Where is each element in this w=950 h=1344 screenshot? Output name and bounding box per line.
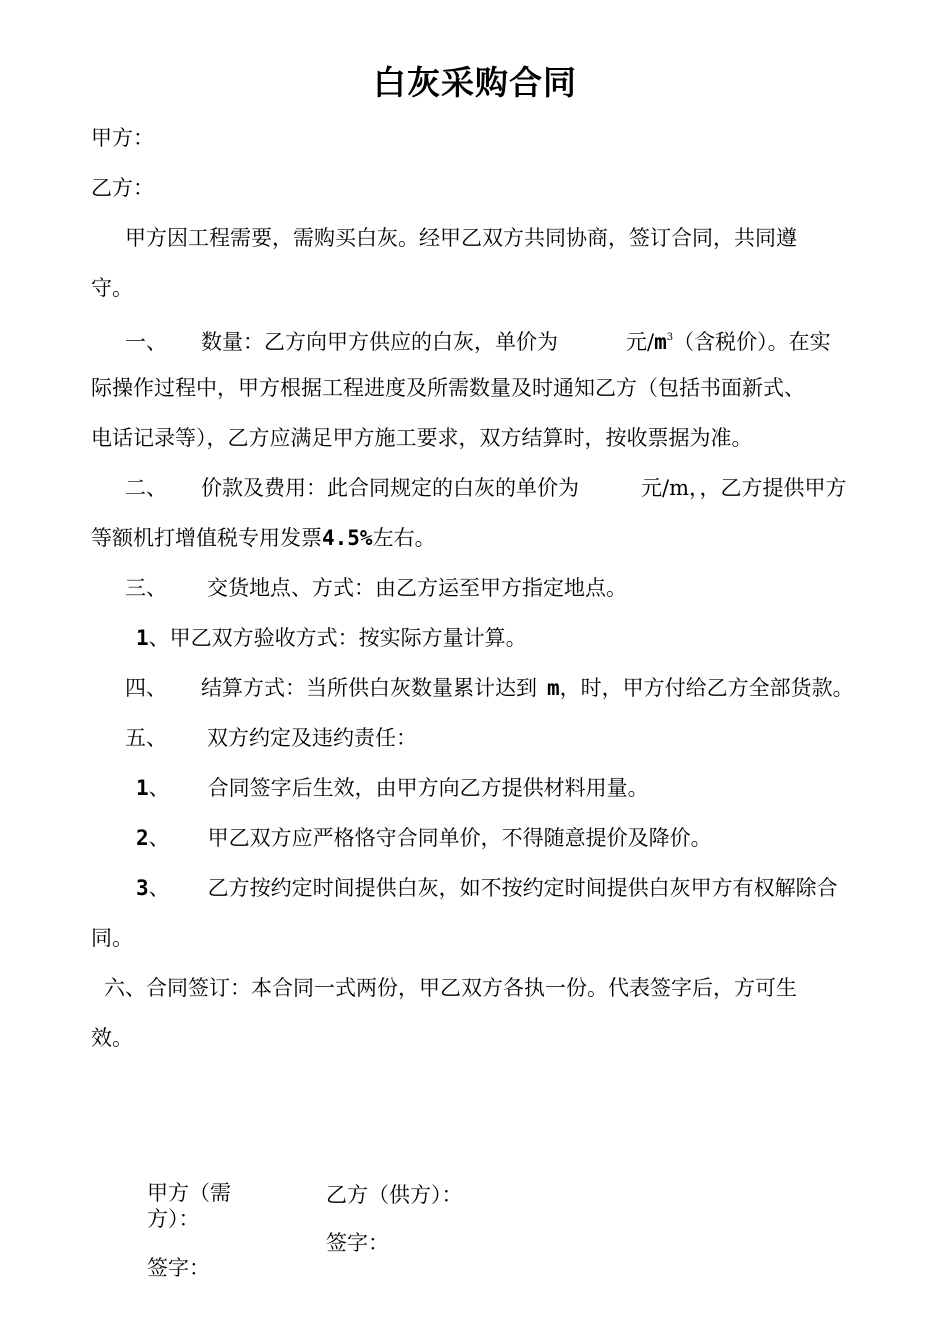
- intro-line-2: 守。: [91, 276, 133, 300]
- signature-party-a-line-2: 方）：: [147, 1207, 200, 1231]
- item-text: 合同签字后生效，由甲方向乙方提供材料用量。: [207, 776, 649, 800]
- section-4-unit-m: m: [547, 676, 560, 700]
- section-2-number: 二、: [125, 476, 167, 500]
- section-5-number: 五、: [125, 726, 167, 750]
- section-1-text-b: （含税价）。在实: [673, 330, 831, 354]
- section-5-item-3-line-2: 同。: [91, 926, 133, 950]
- section-5-line: [125, 723, 417, 753]
- section-1-line-2: 际操作过程中，甲方根据工程进度及所需数量及时通知乙方（包括书面新式、: [91, 376, 805, 400]
- section-6-line-1: 六、合同签订：本合同一式两份，甲乙双方各执一份。代表签字后，方可生: [104, 976, 797, 1000]
- item-separator: 、: [148, 876, 170, 900]
- section-1-line-1: [125, 323, 831, 357]
- section-1-text: 数量：乙方向甲方供应的白灰，单价为: [201, 330, 558, 354]
- section-5-item-3: [136, 873, 838, 903]
- document-title: 白灰采购合同: [373, 63, 577, 102]
- item-text: 甲乙双方应严格恪守合同单价，不得随意提价及降价。: [207, 826, 712, 850]
- item-number: 2: [136, 826, 149, 850]
- item-separator: 、: [148, 776, 170, 800]
- section-2-percent: 4.5%: [322, 526, 373, 550]
- signature-party-b-sign: 签字：: [326, 1231, 389, 1255]
- section-3-text: 交货地点、方式：由乙方运至甲方指定地点。: [207, 576, 627, 600]
- party-b-label: 乙方：: [91, 176, 154, 200]
- intro-line-1: 甲方因工程需要，需购买白灰。经甲乙双方共同协商，签订合同，共同遵: [125, 226, 797, 250]
- section-1-number: 一、: [125, 330, 167, 354]
- section-6-line-2: 效。: [91, 1026, 133, 1050]
- section-4-text: 结算方式：当所供白灰数量累计达到: [201, 676, 537, 700]
- section-2-line-1: [125, 473, 847, 503]
- section-3-sub-text: 、甲乙双方验收方式：按实际方量计算。: [148, 626, 527, 650]
- party-a-label: 甲方：: [91, 126, 154, 150]
- section-1-unit: 元/: [626, 330, 655, 354]
- section-2-line-2: [91, 523, 436, 553]
- section-3-line: [125, 573, 627, 603]
- section-1-unit-sup: 3: [666, 332, 674, 343]
- section-2-unit: 元/m，，乙方提供甲方: [641, 476, 847, 500]
- section-5-item-2: [136, 823, 712, 853]
- section-1-unit-m: m: [654, 330, 667, 354]
- section-2-invoice-text: 等额机打增值税专用发票: [91, 526, 322, 550]
- item-text: 乙方按约定时间提供白灰，如不按约定时间提供白灰甲方有权解除合: [207, 876, 838, 900]
- signature-party-a-sign: 签字：: [147, 1256, 210, 1280]
- signature-party-a-line-1: 甲方（需: [147, 1181, 231, 1205]
- signature-party-b-label: 乙方（供方）：: [326, 1183, 463, 1207]
- section-4-number: 四、: [125, 676, 167, 700]
- section-2-approx: 左右。: [372, 526, 436, 550]
- item-number: 1: [136, 776, 149, 800]
- section-5-item-1: [136, 773, 649, 803]
- item-number: 3: [136, 876, 149, 900]
- section-2-text: 价款及费用：此合同规定的白灰的单价为: [201, 476, 579, 500]
- section-1-line-3: 电话记录等），乙方应满足甲方施工要求，双方结算时，按收票据为准。: [91, 426, 753, 450]
- section-4-line: [125, 673, 854, 703]
- section-4-text-b: ，时，甲方付给乙方全部货款。: [559, 676, 854, 700]
- section-5-text: 双方约定及违约责任：: [207, 726, 417, 750]
- item-separator: 、: [148, 826, 170, 850]
- section-3-sub-number: 1: [136, 626, 149, 650]
- section-3-number: 三、: [125, 576, 167, 600]
- signature-party-a-label: [147, 1180, 231, 1232]
- section-3-sub-item: [136, 623, 527, 653]
